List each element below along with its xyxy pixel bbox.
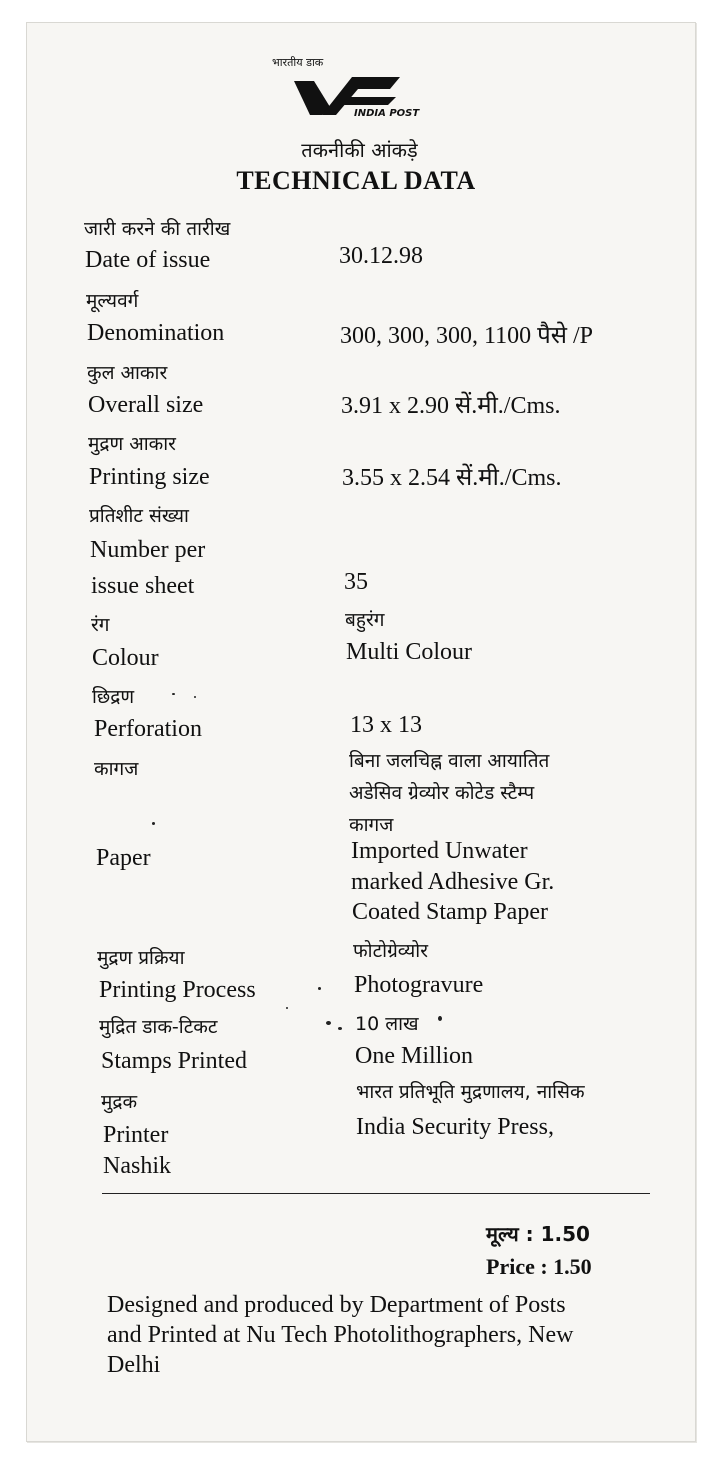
price-english: Price : 1.50: [486, 1254, 592, 1279]
divider: [102, 1193, 650, 1194]
label-number-per: Number per: [90, 537, 206, 563]
label-hindi-date-of-issue: जारी करने की तारीख: [84, 218, 231, 240]
label-hindi-overall-size: कुल आकार: [87, 362, 168, 384]
value-hindi-printing-process: फोटोग्रेव्योर: [353, 940, 428, 962]
label-paper: Paper: [96, 845, 151, 871]
value-hindi-paper-line-1: बिना जलचिह्न वाला आयातित: [349, 750, 550, 772]
value-hindi-colour: बहुरंग: [345, 609, 385, 631]
logo-hindi-text: भारतीय डाक: [272, 56, 324, 69]
price-hindi: मूल्य : 1.50: [486, 1222, 590, 1246]
value-paper-line-3: Coated Stamp Paper: [352, 899, 548, 925]
ink-speck: [438, 1016, 442, 1021]
label-date-of-issue: Date of issue: [85, 247, 211, 273]
heading-hindi: तकनीकी आंकड़े: [301, 138, 418, 162]
ink-speck: [172, 693, 175, 695]
label-hindi-paper: कागज: [94, 758, 139, 780]
ink-speck: [326, 1021, 331, 1025]
footer-line-1: Designed and produced by Department of Posts: [107, 1292, 566, 1318]
label-colour: Colour: [92, 645, 159, 671]
value-colour: Multi Colour: [346, 639, 473, 665]
value-printer: India Security Press,: [356, 1114, 554, 1140]
label-hindi-denomination: मूल्यवर्ग: [86, 290, 139, 312]
value-stamps-printed: One Million: [355, 1043, 473, 1069]
label-stamps-printed: Stamps Printed: [101, 1048, 248, 1074]
page-title: TECHNICAL DATA: [236, 166, 476, 195]
value-date-of-issue: 30.12.98: [339, 243, 423, 269]
value-hindi-paper-line-2: अडेसिव ग्रेव्योर कोटेड स्टैम्प: [349, 782, 535, 804]
logo-english-text: INDIA POST: [354, 108, 420, 119]
value-paper-line-2: marked Adhesive Gr.: [351, 869, 555, 895]
label-printer-nashik: Nashik: [103, 1153, 171, 1179]
ink-speck: [152, 822, 155, 825]
label-hindi-number-per-sheet: प्रतिशीट संख्या: [89, 505, 189, 527]
value-number-per-sheet: 35: [344, 569, 368, 595]
label-printing-process: Printing Process: [99, 977, 256, 1003]
value-hindi-stamps-printed: 10 लाख: [355, 1013, 419, 1035]
footer-line-3: Delhi: [107, 1352, 161, 1378]
value-perforation: 13 x 13: [350, 712, 422, 738]
label-printer: Printer: [103, 1122, 169, 1148]
value-overall-size: 3.91 x 2.90 सें.मी./Cms.: [341, 393, 561, 419]
value-hindi-printer: भारत प्रतिभूति मुद्रणालय, नासिक: [356, 1081, 585, 1103]
ink-speck: [338, 1027, 342, 1030]
value-printing-process: Photogravure: [354, 972, 484, 998]
label-printing-size: Printing size: [89, 464, 210, 490]
label-issue-sheet: issue sheet: [91, 573, 195, 599]
ink-speck: [318, 987, 321, 990]
value-paper-line-1: Imported Unwater: [351, 838, 528, 864]
label-hindi-stamps-printed: मुद्रित डाक-टिकट: [99, 1016, 218, 1038]
label-hindi-printing-process: मुद्रण प्रक्रिया: [97, 947, 185, 969]
footer-line-2: and Printed at Nu Tech Photolithographers, New: [107, 1322, 574, 1348]
value-printing-size: 3.55 x 2.54 सें.मी./Cms.: [342, 465, 562, 491]
value-denomination: 300, 300, 300, 1100 पैसे /P: [340, 323, 593, 349]
label-perforation: Perforation: [94, 716, 202, 742]
value-hindi-paper-line-3: कागज: [349, 814, 394, 836]
label-hindi-printer: मुद्रक: [101, 1091, 138, 1113]
ink-speck: [286, 1007, 288, 1009]
label-overall-size: Overall size: [88, 392, 204, 418]
label-hindi-perforation: छिद्रण: [92, 686, 135, 708]
label-denomination: Denomination: [87, 320, 225, 346]
label-hindi-printing-size: मुद्रण आकार: [88, 433, 176, 455]
footer-credits: [107, 1290, 667, 1380]
label-hindi-colour: रंग: [91, 614, 110, 636]
ink-speck: [194, 696, 196, 698]
